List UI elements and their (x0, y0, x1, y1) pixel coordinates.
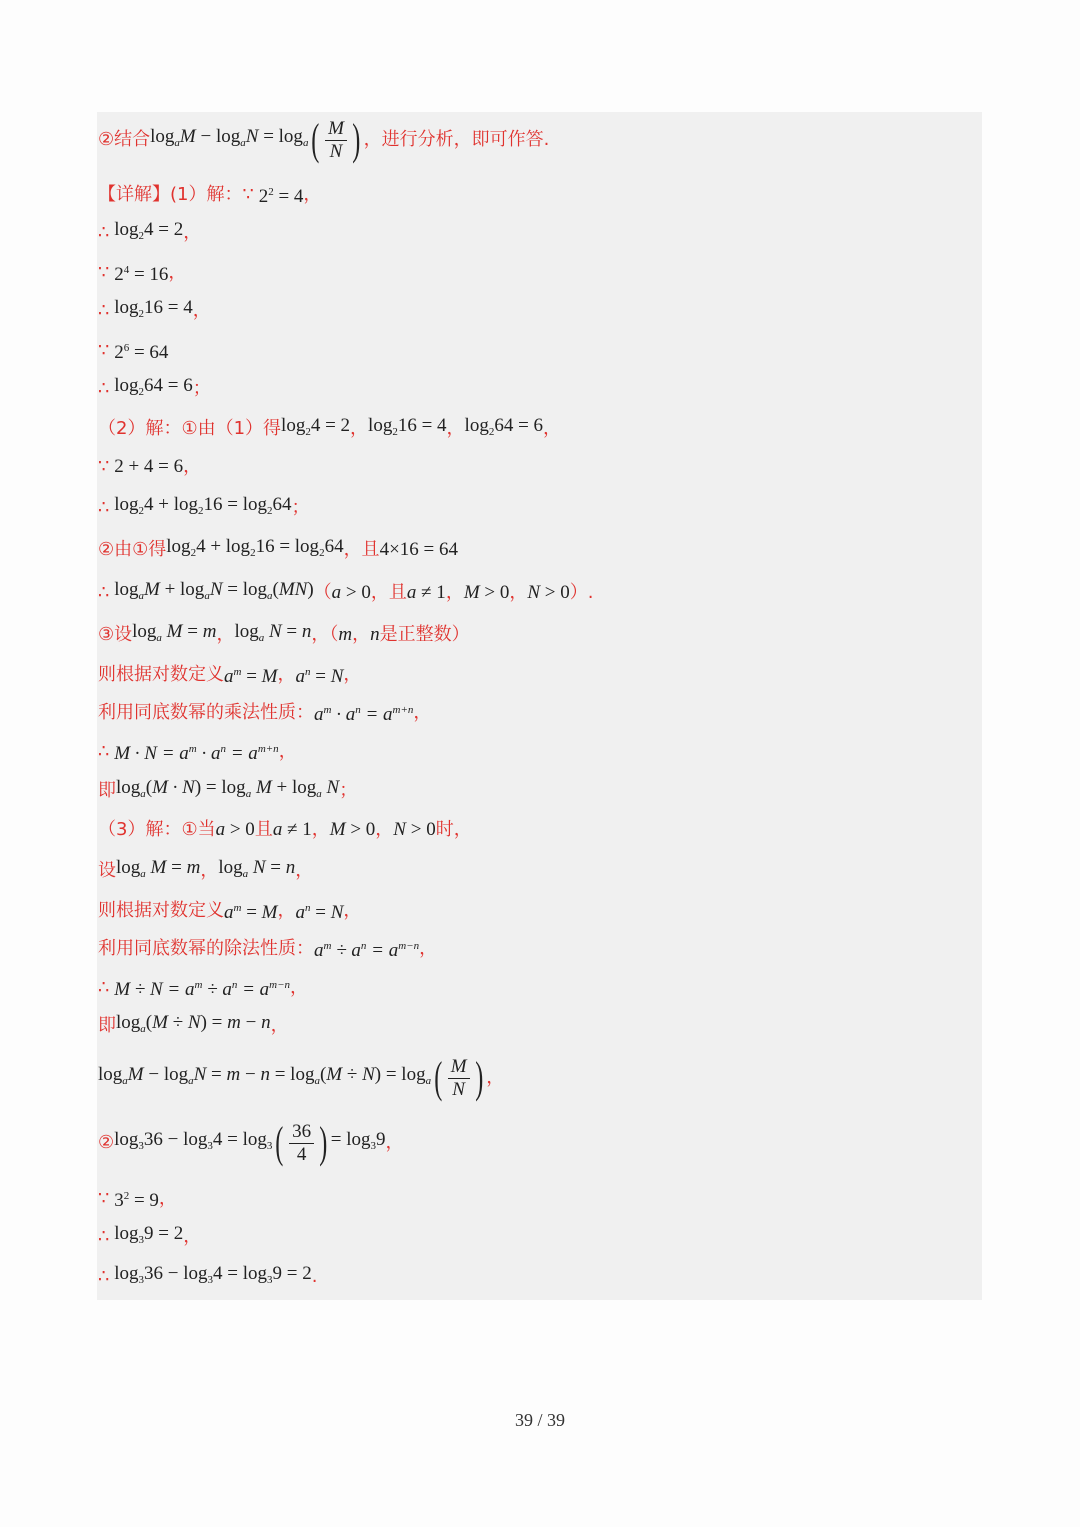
line-14: 则根据对数定义 $a^m = M$ ， $a^n = N$ ， (98, 663, 362, 687)
line-4: ∵ $2^4 = 16$ ， (98, 261, 187, 285)
line-12: ∴ $\log_aM + \log_aN = \log_a(MN)$ （ a > 0 ，且 a ≠ 1 ， M > 0 ， N > 0 ）. (98, 579, 594, 603)
line-15: 利用同底数幂的乘法性质： $a^m \cdot a^n = a^{m+n}$ ， (98, 701, 432, 725)
line-11: ②由①得 $\log_24 + \log_216 = \log_264$ ，且 4×16 = 64 (98, 536, 458, 560)
line-5: ∴ $\log_216 = 4$ ， (98, 297, 211, 321)
line-24: $\log_aM - \log_aN = m - n = \log_a(M \div N) = \log_a$ ( $\frac{M}{N}$ ) ， (98, 1053, 505, 1102)
line-2: 【详解】(1）解： ∵ $2^2 = 4$ ， (98, 183, 322, 207)
line-28: ∴ $\log_336 - \log_34 = \log_39 = 2$ . (98, 1263, 318, 1287)
line-20: 则根据对数定义 $a^m = M$ ， $a^n = N$ ， (98, 899, 362, 923)
line-6: ∵ $2^6 = 64$ (98, 339, 169, 363)
line-19: 设 $\log_a M = m$ ， $\log_a N = n$ ， (98, 857, 314, 881)
line-13: ③设 $\log_a M = m$ ， $\log_a N = n$ ，（ m ， n 是正整数） (98, 621, 470, 645)
line-21: 利用同底数幂的除法性质： $a^m \div a^n = a^{m-n}$ ， (98, 937, 438, 961)
line-8: （2）解：①由（1）得 $\log_24 = 2$ ， $\log_216 = 4$ ， $\log_264 = 6$ ， (98, 415, 562, 439)
line-10: ∴ $\log_24 + \log_216 = \log_264$ ； (98, 494, 310, 518)
line-1: ②结合 $\log_aM - \log_aN = \log_a$ ( $\frac{M}{N}$ ) ，进行分析，即可作答. (98, 115, 550, 164)
line-3: ∴ $\log_24 = 2$ ， (98, 219, 202, 243)
line-25: ② $\log_336 - \log_34 = \log_3$ ( $\frac{36}{4}$ ) = $\log_39$ ， (98, 1118, 404, 1167)
line-22: ∴ $M \div N = a^m \div a^n = a^{m-n}$ ， (98, 976, 309, 1000)
line-9: ∵ 2 + 4 = 6 ， (98, 456, 202, 477)
line-18: （3）解：①当 a > 0 且 a ≠ 1 ， M > 0 ， N > 0 时， (98, 819, 472, 840)
line-17: 即 $\log_a(M \cdot N) = \log_a M + \log_a N$ ； (98, 777, 358, 801)
line-7: ∴ $\log_264 = 6$ ； (98, 375, 211, 399)
page-number: 39 / 39 (514, 1410, 565, 1430)
line-27: ∴ $\log_39 = 2$ ， (98, 1223, 202, 1247)
line-26: ∵ $3^2 = 9$ ， (98, 1187, 177, 1211)
line-16: ∴ $M \cdot N = a^m \cdot a^n = a^{m+n}$ ， (98, 740, 297, 764)
line-23: 即 $\log_a(M \div N) = m - n$ ， (98, 1012, 289, 1036)
